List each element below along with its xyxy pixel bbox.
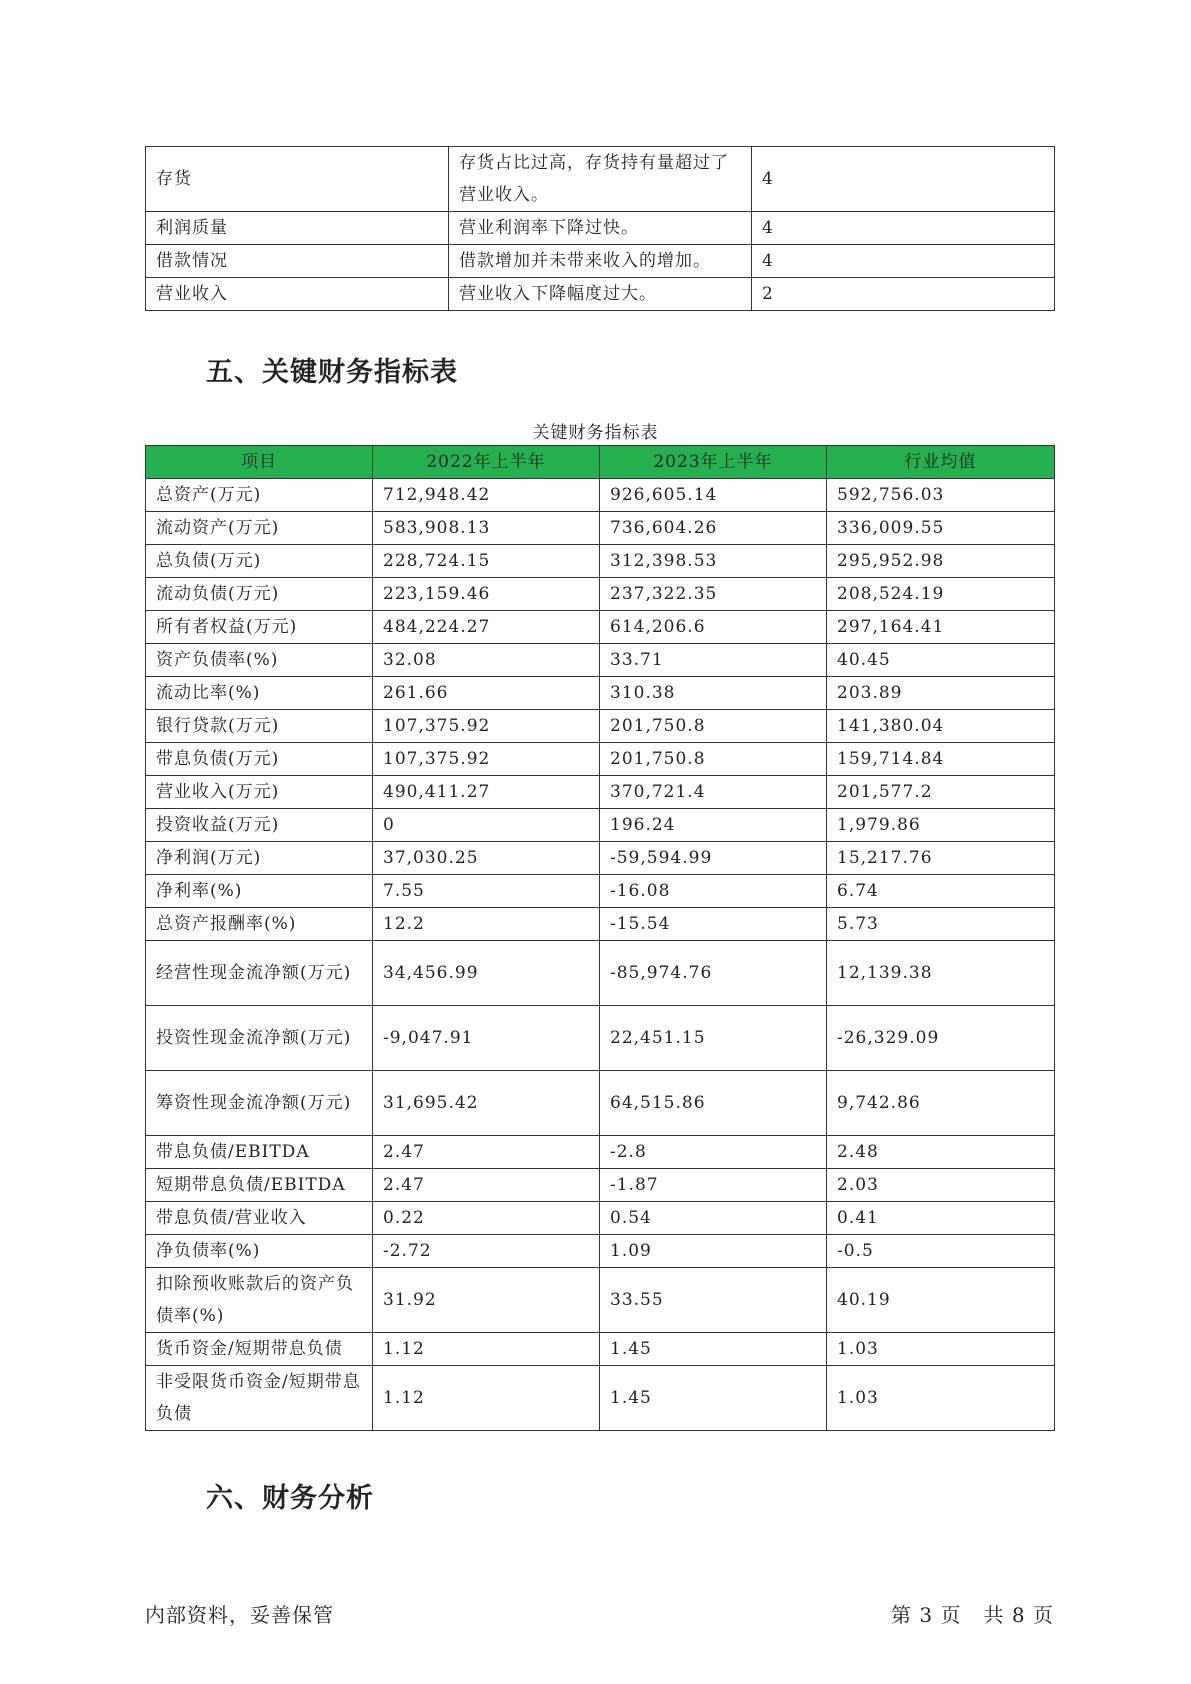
value-2023h1: 614,206.6 <box>600 611 827 644</box>
table-row <box>146 1235 1055 1268</box>
value-2022h1: 12.2 <box>373 908 600 941</box>
metric-name: 货币资金/短期带息负债 <box>146 1333 373 1366</box>
metric-name: 净负债率(%) <box>146 1235 373 1268</box>
risk-score: 2 <box>752 278 1055 311</box>
metric-name: 总资产(万元) <box>146 479 373 512</box>
industry-average: 40.19 <box>827 1268 1055 1333</box>
industry-average: 1.03 <box>827 1366 1055 1431</box>
value-2023h1: 310.38 <box>600 677 827 710</box>
footer-confidential-note: 内部资料，妥善保管 <box>145 1603 334 1627</box>
metric-name: 资产负债率(%) <box>146 644 373 677</box>
value-2023h1: 33.71 <box>600 644 827 677</box>
value-2022h1: 0 <box>373 809 600 842</box>
risk-item: 营业收入 <box>146 278 449 311</box>
value-2023h1: 237,322.35 <box>600 578 827 611</box>
value-2022h1: 37,030.25 <box>373 842 600 875</box>
metric-name: 经营性现金流净额(万元) <box>146 941 373 1006</box>
table-row <box>146 842 1055 875</box>
industry-average: 297,164.41 <box>827 611 1055 644</box>
industry-average: 2.03 <box>827 1169 1055 1202</box>
value-2023h1: 926,605.14 <box>600 479 827 512</box>
industry-average: -26,329.09 <box>827 1006 1055 1071</box>
table-row <box>146 1366 1055 1431</box>
metric-name: 流动比率(%) <box>146 677 373 710</box>
industry-average: 12,139.38 <box>827 941 1055 1006</box>
value-2023h1: 201,750.8 <box>600 743 827 776</box>
table-row <box>146 212 1055 245</box>
table-row <box>146 1006 1055 1071</box>
value-2022h1: 712,948.42 <box>373 479 600 512</box>
metric-name: 营业收入(万元) <box>146 776 373 809</box>
metric-name: 投资收益(万元) <box>146 809 373 842</box>
risk-table <box>145 146 1055 311</box>
risk-item: 借款情况 <box>146 245 449 278</box>
risk-score: 4 <box>752 212 1055 245</box>
table-row <box>146 908 1055 941</box>
metric-name: 筹资性现金流净额(万元) <box>146 1071 373 1136</box>
value-2023h1: 64,515.86 <box>600 1071 827 1136</box>
value-2023h1: 1.45 <box>600 1333 827 1366</box>
industry-average: 9,742.86 <box>827 1071 1055 1136</box>
metric-name: 非受限货币资金/短期带息负债 <box>146 1366 373 1431</box>
table-row <box>146 776 1055 809</box>
metric-name: 流动负债(万元) <box>146 578 373 611</box>
value-2023h1: 312,398.53 <box>600 545 827 578</box>
table-row <box>146 1268 1055 1333</box>
metric-name: 投资性现金流净额(万元) <box>146 1006 373 1071</box>
industry-average: 2.48 <box>827 1136 1055 1169</box>
table-row <box>146 743 1055 776</box>
value-2022h1: 1.12 <box>373 1366 600 1431</box>
section-heading: 五、关键财务指标表 <box>206 357 458 388</box>
value-2023h1: -85,974.76 <box>600 941 827 1006</box>
industry-average: 40.45 <box>827 644 1055 677</box>
value-2022h1: 2.47 <box>373 1136 600 1169</box>
value-2023h1: -59,594.99 <box>600 842 827 875</box>
metric-name: 流动资产(万元) <box>146 512 373 545</box>
industry-average: 141,380.04 <box>827 710 1055 743</box>
value-2023h1: 1.09 <box>600 1235 827 1268</box>
risk-description: 存货占比过高，存货持有量超过了营业收入。 <box>449 147 752 212</box>
value-2022h1: -9,047.91 <box>373 1006 600 1071</box>
value-2023h1: -2.8 <box>600 1136 827 1169</box>
metric-name: 总资产报酬率(%) <box>146 908 373 941</box>
value-2022h1: 107,375.92 <box>373 710 600 743</box>
table-row <box>146 875 1055 908</box>
risk-item: 存货 <box>146 147 449 212</box>
value-2022h1: -2.72 <box>373 1235 600 1268</box>
industry-average: 1.03 <box>827 1333 1055 1366</box>
value-2023h1: 22,451.15 <box>600 1006 827 1071</box>
table-row <box>146 545 1055 578</box>
table-row <box>146 1169 1055 1202</box>
value-2023h1: 196.24 <box>600 809 827 842</box>
value-2022h1: 228,724.15 <box>373 545 600 578</box>
metric-name: 带息负债/营业收入 <box>146 1202 373 1235</box>
table-row <box>146 710 1055 743</box>
table-row <box>146 941 1055 1006</box>
table-row <box>146 1202 1055 1235</box>
value-2022h1: 490,411.27 <box>373 776 600 809</box>
table-row <box>146 611 1055 644</box>
value-2022h1: 2.47 <box>373 1169 600 1202</box>
value-2022h1: 31,695.42 <box>373 1071 600 1136</box>
value-2022h1: 32.08 <box>373 644 600 677</box>
metric-name: 净利润(万元) <box>146 842 373 875</box>
risk-description: 借款增加并未带来收入的增加。 <box>449 245 752 278</box>
value-2022h1: 484,224.27 <box>373 611 600 644</box>
risk-description: 营业收入下降幅度过大。 <box>449 278 752 311</box>
column-header: 2022年上半年 <box>373 446 600 479</box>
value-2023h1: 370,721.4 <box>600 776 827 809</box>
industry-average: 336,009.55 <box>827 512 1055 545</box>
table-row <box>146 147 1055 212</box>
footer-page-number: 第 3 页 共 8 页 <box>891 1603 1054 1627</box>
industry-average: 159,714.84 <box>827 743 1055 776</box>
value-2023h1: 0.54 <box>600 1202 827 1235</box>
metric-name: 短期带息负债/EBITDA <box>146 1169 373 1202</box>
value-2022h1: 34,456.99 <box>373 941 600 1006</box>
value-2022h1: 7.55 <box>373 875 600 908</box>
value-2022h1: 223,159.46 <box>373 578 600 611</box>
column-header: 项目 <box>146 446 373 479</box>
metric-name: 带息负债/EBITDA <box>146 1136 373 1169</box>
table-row <box>146 479 1055 512</box>
value-2022h1: 31.92 <box>373 1268 600 1333</box>
risk-score: 4 <box>752 245 1055 278</box>
value-2022h1: 0.22 <box>373 1202 600 1235</box>
value-2022h1: 1.12 <box>373 1333 600 1366</box>
industry-average: 208,524.19 <box>827 578 1055 611</box>
table-header-row <box>146 446 1055 479</box>
metric-name: 所有者权益(万元) <box>146 611 373 644</box>
table-row <box>146 278 1055 311</box>
value-2022h1: 107,375.92 <box>373 743 600 776</box>
table-row <box>146 1333 1055 1366</box>
value-2023h1: -15.54 <box>600 908 827 941</box>
kpi-table <box>145 445 1055 1431</box>
industry-average: 201,577.2 <box>827 776 1055 809</box>
section-heading: 六、财务分析 <box>206 1483 374 1514</box>
risk-item: 利润质量 <box>146 212 449 245</box>
industry-average: 295,952.98 <box>827 545 1055 578</box>
table-row <box>146 1071 1055 1136</box>
metric-name: 净利率(%) <box>146 875 373 908</box>
industry-average: 6.74 <box>827 875 1055 908</box>
industry-average: 0.41 <box>827 1202 1055 1235</box>
metric-name: 带息负债(万元) <box>146 743 373 776</box>
value-2023h1: 1.45 <box>600 1366 827 1431</box>
table-row <box>146 245 1055 278</box>
value-2023h1: -1.87 <box>600 1169 827 1202</box>
value-2022h1: 583,908.13 <box>373 512 600 545</box>
value-2023h1: -16.08 <box>600 875 827 908</box>
table-row <box>146 578 1055 611</box>
industry-average: -0.5 <box>827 1235 1055 1268</box>
risk-description: 营业利润率下降过快。 <box>449 212 752 245</box>
metric-name: 扣除预收账款后的资产负债率(%) <box>146 1268 373 1333</box>
risk-score: 4 <box>752 147 1055 212</box>
metric-name: 银行贷款(万元) <box>146 710 373 743</box>
value-2023h1: 736,604.26 <box>600 512 827 545</box>
metric-name: 总负债(万元) <box>146 545 373 578</box>
column-header: 行业均值 <box>827 446 1055 479</box>
value-2023h1: 33.55 <box>600 1268 827 1333</box>
industry-average: 15,217.76 <box>827 842 1055 875</box>
table-row <box>146 644 1055 677</box>
industry-average: 1,979.86 <box>827 809 1055 842</box>
value-2022h1: 261.66 <box>373 677 600 710</box>
table-row <box>146 677 1055 710</box>
industry-average: 203.89 <box>827 677 1055 710</box>
table-row <box>146 1136 1055 1169</box>
industry-average: 592,756.03 <box>827 479 1055 512</box>
table-row <box>146 809 1055 842</box>
column-header: 2023年上半年 <box>600 446 827 479</box>
table-caption: 关键财务指标表 <box>532 423 659 443</box>
industry-average: 5.73 <box>827 908 1055 941</box>
value-2023h1: 201,750.8 <box>600 710 827 743</box>
table-row <box>146 512 1055 545</box>
